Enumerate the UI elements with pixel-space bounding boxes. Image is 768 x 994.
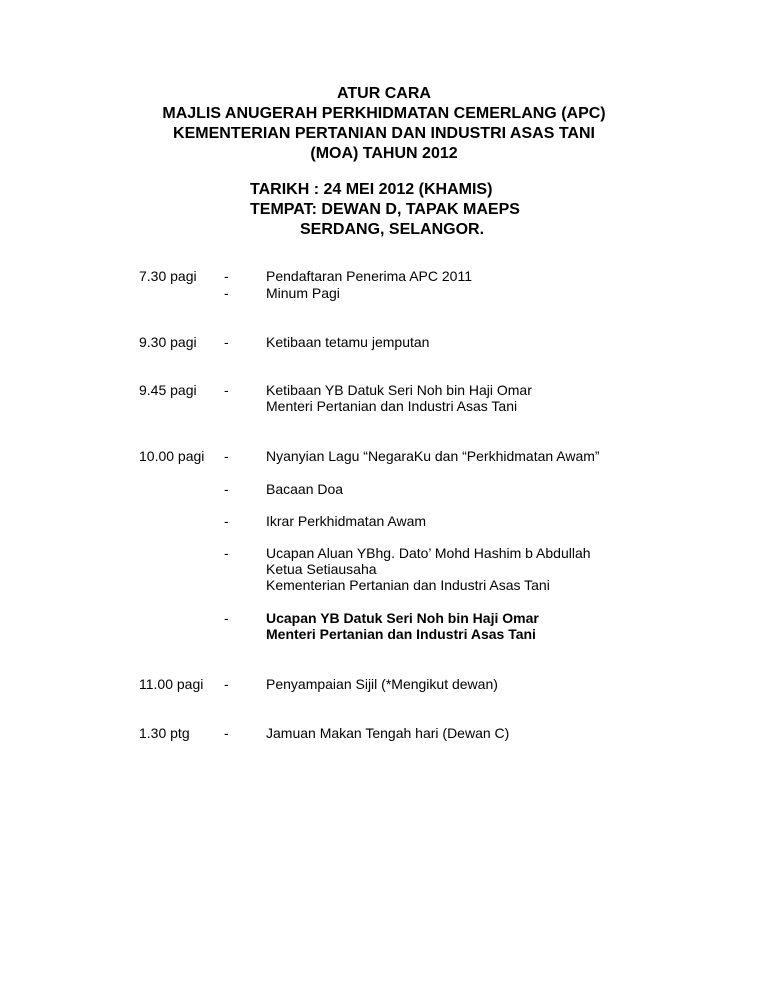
- item-dash: -: [224, 481, 229, 497]
- item-text: [266, 382, 532, 414]
- item-text: [266, 285, 340, 301]
- item-dash: -: [224, 448, 229, 464]
- event-date: TARIKH : 24 MEI 2012 (KHAMIS): [250, 181, 493, 198]
- event-meta: [250, 180, 520, 240]
- item-text: [266, 725, 509, 741]
- item-line: Menteri Pertanian dan Industri Asas Tani: [266, 626, 536, 642]
- item-text: [266, 610, 539, 642]
- title-line: MAJLIS ANUGERAH PERKHIDMATAN CEMERLANG (APC): [162, 105, 606, 122]
- item-line: Menteri Pertanian dan Industri Asas Tani: [266, 398, 518, 414]
- item-line: Minum Pagi: [266, 285, 340, 301]
- slot-time: 11.00 pagi: [139, 676, 204, 692]
- event-venue: TEMPAT: DEWAN D, TAPAK MAEPS: [250, 201, 520, 218]
- item-line: Pendaftaran Penerima APC 2011: [266, 268, 472, 284]
- item-text: [266, 545, 591, 593]
- item-line: Ketibaan tetamu jemputan: [266, 334, 430, 350]
- item-line: Bacaan Doa: [266, 481, 344, 497]
- item-dash: -: [224, 610, 229, 626]
- slot-time: 9.45 pagi: [139, 382, 197, 398]
- slot-time: 1.30 ptg: [139, 725, 190, 741]
- item-line: Jamuan Makan Tengah hari (Dewan C): [266, 725, 510, 741]
- slot-time: 10.00 pagi: [139, 448, 205, 464]
- slot-time: 9.30 pagi: [139, 334, 197, 350]
- item-dash: -: [224, 268, 229, 284]
- item-line: Penyampaian Sijil (*Mengikut dewan): [266, 676, 498, 692]
- item-dash: -: [224, 382, 229, 398]
- item-line: Ketibaan YB Datuk Seri Noh bin Haji Omar: [266, 382, 532, 398]
- item-dash: -: [224, 545, 229, 561]
- title-line: (MOA) TAHUN 2012: [310, 145, 458, 162]
- item-text: [266, 676, 498, 692]
- item-line: Ucapan YB Datuk Seri Noh bin Haji Omar: [266, 610, 539, 626]
- item-dash: -: [224, 676, 229, 692]
- slot-time: 7.30 pagi: [139, 268, 197, 284]
- item-dash: -: [224, 285, 229, 301]
- item-text: [266, 334, 429, 350]
- item-line: Nyanyian Lagu “NegaraKu dan “Perkhidmatan Awam”: [266, 448, 600, 464]
- item-text: [266, 268, 472, 284]
- title-line: ATUR CARA: [337, 85, 431, 102]
- item-text: [266, 448, 600, 464]
- item-line: Ikrar Perkhidmatan Awam: [266, 513, 427, 529]
- item-line: Kementerian Pertanian dan Industri Asas Tani: [266, 577, 550, 593]
- item-dash: -: [224, 334, 229, 350]
- item-text: [266, 513, 426, 529]
- item-line: Ucapan Aluan YBhg. Dato’ Mohd Hashim b Abdullah: [266, 545, 591, 561]
- item-text: [266, 481, 343, 497]
- event-venue-location: SERDANG, SELANGOR.: [300, 221, 485, 238]
- item-line: Ketua Setiausaha: [266, 561, 377, 577]
- document-title: [0, 84, 768, 164]
- item-dash: -: [224, 725, 229, 741]
- title-line: KEMENTERIAN PERTANIAN DAN INDUSTRI ASAS TANI: [173, 125, 595, 142]
- item-dash: -: [224, 513, 229, 529]
